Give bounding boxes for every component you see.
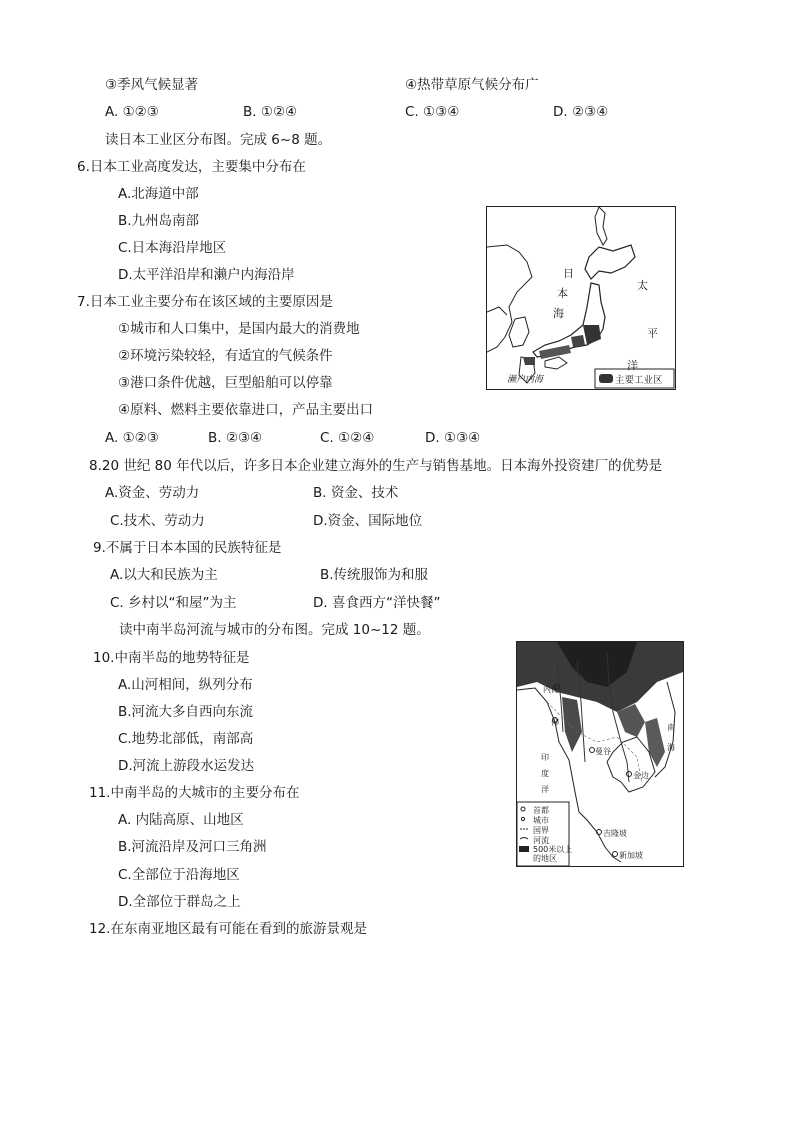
q10-stem: 10.中南半岛的地势特征是: [93, 650, 250, 666]
japan-label-tai: 太: [637, 279, 648, 292]
q10-option-b: B.河流大多自西向东流: [118, 704, 254, 720]
legend-city: 城市: [533, 816, 549, 825]
japan-legend-label: 主要工业区: [615, 375, 663, 386]
q6-option-d: D.太平洋沿岸和濑户内海沿岸: [118, 267, 295, 283]
indochina-map: [516, 641, 684, 867]
q6-option-c: C.日本海沿岸地区: [118, 240, 227, 256]
q8-choice-b: B. 资金、技术: [313, 485, 399, 501]
q8-choice-d: D.资金、国际地位: [313, 513, 423, 529]
indochina-label-du: 度: [541, 769, 549, 778]
japan-label-ben: 本: [557, 287, 568, 300]
q7-choice-d: D. ①③④: [425, 430, 481, 446]
q11-option-d: D.全部位于群岛之上: [118, 894, 241, 910]
q5-option-3: ③季风气候显著: [105, 77, 199, 93]
q5-option-4: ④热带草原气候分布广: [405, 77, 539, 93]
q11-option-b: B.河流沿岸及河口三角洲: [118, 839, 267, 855]
q5-choice-d: D. ②③④: [553, 104, 609, 120]
legend-highland: 500米以上: [533, 845, 573, 854]
legend-highland-2: 的地区: [533, 854, 557, 863]
q5-choice-a: A. ①②③: [105, 104, 159, 120]
indochina-label-yin: 印: [541, 753, 549, 762]
q7-reason-3: ③港口条件优越，巨型船舶可以停靠: [118, 375, 333, 391]
q11-option-a: A. 内陆高原、山地区: [118, 812, 244, 828]
q8-stem: 8.20 世纪 80 年代以后，许多日本企业建立海外的生产与销售基地。日本海外投资建厂的优势是: [89, 458, 663, 474]
q5-choice-b: B. ①②④: [243, 104, 298, 120]
japan-label-yang: 洋: [627, 359, 638, 372]
japan-map-drawing: [487, 207, 675, 389]
japan-label-setonaikai: 濑户内海: [507, 375, 544, 385]
intro-indochina: 读中南半岛河流与城市的分布图。完成 10~12 题。: [119, 622, 430, 638]
q11-stem: 11.中南半岛的大城市的主要分布在: [89, 785, 300, 801]
q7-choice-b: B. ②③④: [208, 430, 263, 446]
indochina-label-kualalumpur: 吉隆坡: [603, 829, 627, 838]
q7-reason-4: ④原料、燃料主要依靠进口，产品主要出口: [118, 402, 374, 418]
indochina-label-yangon: 仰: [551, 718, 559, 727]
q8-choice-a: A.资金、劳动力: [105, 485, 200, 501]
intro-japan: 读日本工业区分布图。完成 6~8 题。: [105, 132, 332, 148]
indochina-label-bangkok: 曼谷: [595, 747, 611, 756]
q5-choice-c: C. ①③④: [405, 104, 460, 120]
q9-choice-a: A.以大和民族为主: [110, 567, 218, 583]
legend-capital: 首都: [533, 806, 549, 815]
q9-choice-c: C. 乡村以“和屋”为主: [110, 595, 237, 611]
q7-reason-1: ①城市和人口集中，是国内最大的消费地: [118, 321, 360, 337]
indochina-label-hai: 海: [667, 743, 675, 752]
q10-option-a: A.山河相间，纵列分布: [118, 677, 253, 693]
q9-choice-d: D. 喜食西方“洋快餐”: [313, 595, 441, 611]
indochina-label-naypyidaw: 内比: [543, 685, 559, 694]
q7-stem: 7.日本工业主要分布在该区域的主要原因是: [77, 294, 333, 310]
japan-label-ri: 日: [563, 267, 574, 280]
japan-industry-map: [486, 206, 676, 390]
q6-option-a: A.北海道中部: [118, 186, 199, 202]
q8-choice-c: C.技术、劳动力: [110, 513, 205, 529]
japan-label-hai: 海: [553, 307, 564, 320]
q10-option-d: D.河流上游段水运发达: [118, 758, 255, 774]
q6-stem: 6.日本工业高度发达，主要集中分布在: [77, 159, 306, 175]
q10-option-c: C.地势北部低，南部高: [118, 731, 254, 747]
q9-choice-b: B.传统服饰为和服: [320, 567, 429, 583]
indochina-label-nan: 南: [667, 723, 675, 732]
q7-choice-c: C. ①②④: [320, 430, 375, 446]
q11-option-c: C.全部位于沿海地区: [118, 867, 240, 883]
q7-reason-2: ②环境污染较轻，有适宜的气候条件: [118, 348, 333, 364]
q9-stem: 9.不属于日本本国的民族特征是: [93, 540, 282, 556]
indochina-label-phnompenh: 金边: [633, 771, 649, 780]
indochina-label-singapore: 新加坡: [619, 851, 643, 860]
q6-option-b: B.九州岛南部: [118, 213, 200, 229]
q12-stem: 12.在东南亚地区最有可能在看到的旅游景观是: [89, 921, 367, 937]
q7-choice-a: A. ①②③: [105, 430, 159, 446]
legend-border: 国界: [533, 826, 549, 835]
japan-label-ping: 平: [647, 327, 658, 340]
legend-river: 河流: [533, 836, 549, 845]
indochina-label-yang: 洋: [541, 785, 549, 794]
